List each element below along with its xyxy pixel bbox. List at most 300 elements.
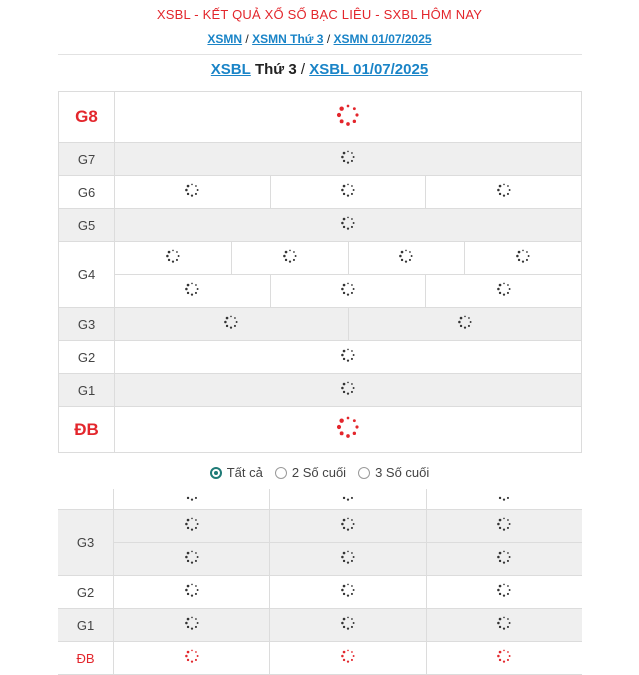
spinner-dot [499,192,501,194]
spinner-dot [343,382,346,385]
page-title: XSBL - KẾT QUẢ XỔ SỐ BẠC LIÊU - SXBL HÔM NAY [156,7,483,22]
filter-option-last3[interactable] [358,465,429,480]
spinner-dot [347,627,349,629]
spinner-dot [195,526,197,528]
spinner-dot [186,526,188,528]
prize-value-cell [426,576,582,608]
prize-row-g8 [59,92,581,142]
spinner-dot [340,431,344,435]
prize-value-cell [114,543,269,575]
breadcrumb-separator: / [326,32,331,46]
prize-value-cell [114,642,269,674]
prize-value-cell [426,543,582,575]
loading-spinner-icon [457,314,473,335]
spinner-dot [347,583,349,585]
spinner-dot [186,592,188,594]
prize-value-cell [115,407,581,452]
spinner-dot [343,151,346,154]
result-link-xsbl[interactable]: XSBL [210,61,251,78]
spinner-dot [351,218,353,220]
prize-value-cell [114,489,269,509]
filter-option-all[interactable] [210,465,263,480]
spinner-dot [197,288,199,290]
prize-label: G3 [58,510,114,575]
prize-label: G8 [59,92,115,142]
number-filter [0,465,639,480]
spinner-dot [347,649,349,651]
spinner-dot [353,107,356,110]
prize-value-cell [426,510,582,542]
spinner-dot [343,225,345,227]
spinner-dot [401,250,404,253]
spinner-dot [507,284,509,286]
spinner-dot [347,216,349,218]
prize-value-cell [348,308,582,340]
spinner-dot [195,618,197,620]
spinner-dot [508,288,510,290]
spinner-dot [353,387,355,389]
filter-option-last2[interactable] [275,465,346,480]
prize-value-cell [269,489,425,509]
spinner-dot [497,188,500,191]
spinner-dot [353,622,355,624]
spinner-dot [499,526,501,528]
spinner-dot [507,552,509,554]
result-day: Thứ 3 [254,61,297,78]
spinner-dot [351,383,353,385]
spinner-dot [507,559,509,561]
spinner-dot [347,660,349,662]
spinner-dot [172,260,174,262]
spinner-dot [353,523,355,525]
spinner-dot [522,249,524,251]
spinner-dot [503,660,505,662]
spinner-dot [197,189,199,191]
spinner-svg [496,182,512,198]
spinner-dot [195,625,197,627]
prize-value-cell [464,242,581,274]
spinner-dot [509,655,511,657]
prize-value-cell [269,609,425,641]
spinner-dot [347,183,349,185]
spinner-dot [503,498,505,500]
prize-value-cell [269,576,425,608]
spinner-dot [507,618,509,620]
prize-row-g6 [59,175,581,208]
spinner-dot [499,518,502,521]
prize-label: ĐB [58,642,114,674]
spinner-dot [459,316,462,319]
prize-value-cell [115,242,231,274]
spinner-dot [226,316,229,319]
spinner-dot [168,250,171,253]
prize-value-cell [115,143,581,175]
result-separator: / [300,61,306,78]
spinner-svg [184,549,200,565]
spinner-dot [353,655,355,657]
spinner-dot [284,250,287,253]
prize-value-cell [115,176,270,208]
spinner-dot [351,390,353,392]
spinner-dot [507,658,509,660]
spinner-svg [184,582,200,598]
loading-spinner-icon [184,549,200,570]
spinner-dot [499,650,502,653]
prize-row-g3 [59,307,581,340]
spinner-dot [293,258,295,260]
loading-spinner-icon [184,489,200,507]
spinner-dot [507,625,509,627]
spinner-dot [191,594,193,596]
divider [58,54,582,55]
loading-spinner-icon [340,215,356,236]
spinner-svg [184,496,200,502]
results-table [58,91,582,453]
prize-label: ĐB [59,407,115,452]
prize-value-cell [348,242,465,274]
spinner-svg [165,248,181,264]
spinner-dot [504,616,506,618]
spinner-dot [468,317,470,319]
spinner-dot [406,249,408,251]
spinner-dot [508,189,510,191]
spinner-dot [347,381,349,383]
spinner-dot [185,555,188,558]
loading-spinner-icon [340,281,356,302]
spinner-dot [343,217,346,220]
loading-spinner-icon [340,182,356,203]
prize-label: G7 [59,143,115,175]
spinner-dot [351,284,353,286]
prize-label: G2 [58,576,114,608]
spinner-dot [178,255,180,257]
spinner-dot [294,255,296,257]
spinner-svg [340,380,356,396]
spinner-dot [464,315,466,317]
spinner-dot [353,156,355,158]
spinner-dot [186,551,189,554]
spinner-dot [341,522,344,525]
lower-row-partial [58,489,582,509]
spinner-dot [343,658,345,660]
loading-spinner-icon [340,582,356,603]
spinner-dot [187,283,190,286]
spinner-dot [185,188,188,191]
spinner-dot [353,119,356,122]
loading-spinner-icon [165,248,181,269]
result-link-date[interactable]: XSBL 01/07/2025 [309,61,429,78]
spinner-svg [335,102,361,128]
loading-spinner-icon [335,102,361,133]
spinner-dot [507,185,509,187]
prize-label: G6 [59,176,115,208]
spinner-dot [196,556,198,558]
spinner-svg [340,281,356,297]
prize-value-cell [114,609,269,641]
breadcrumb-link-xsmn-date[interactable]: XSMN 01/07/2025 [333,32,432,46]
spinner-dot [176,251,178,253]
spinner-dot [347,498,349,500]
spinner-dot [351,225,353,227]
spinner-dot [518,258,520,260]
spinner-dot [499,658,501,660]
spinner-dot [195,185,197,187]
spinner-dot [195,552,197,554]
loading-spinner-icon [340,648,356,669]
spinner-dot [516,254,519,257]
spinner-dot [195,585,197,587]
loading-spinner-icon [496,615,512,636]
spinner-dot [191,616,193,618]
spinner-dot [522,260,524,262]
radio-icon[interactable] [358,467,370,479]
spinner-dot [343,650,346,653]
spinner-dot [234,317,236,319]
spinner-svg [335,414,361,440]
spinner-dot [503,293,505,295]
spinner-dot [526,251,528,253]
spinner-dot [409,251,411,253]
spinner-dot [509,523,511,525]
spinner-dot [343,497,345,499]
prize-value-cell [269,543,425,575]
spinner-svg [496,582,512,598]
spinner-dot [405,260,407,262]
spinner-dot [284,258,286,260]
spinner-dot [347,348,349,350]
spinner-dot [351,152,353,154]
lower-row-g2 [58,575,582,608]
prize-label: G3 [59,308,115,340]
spinner-svg [496,496,512,502]
spinner-svg [184,648,200,664]
spinner-dot [343,390,345,392]
loading-spinner-icon [340,347,356,368]
spinner-dot [503,282,505,284]
spinner-dot [195,658,197,660]
spinner-dot [503,528,505,530]
spinner-dot [343,291,345,293]
prize-value-cell [270,176,426,208]
lower-results-table [58,489,582,675]
spinner-dot [509,556,511,558]
spinner-dot [347,517,349,519]
spinner-dot [343,551,346,554]
loading-spinner-icon [340,380,356,401]
spinner-dot [497,555,500,558]
spinner-dot [195,291,197,293]
spinner-dot [192,282,194,284]
prize-row-g2 [59,340,581,373]
spinner-dot [497,522,500,525]
loading-spinner-icon [184,582,200,603]
spinner-dot [351,625,353,627]
spinner-dot [499,625,501,627]
spinner-dot [503,561,505,563]
spinner-dot [347,561,349,563]
spinner-dot [185,287,188,290]
spinner-dot [187,291,189,293]
spinner-dot [341,353,344,356]
spinner-dot [353,288,355,290]
spinner-dot [166,254,169,257]
spinner-dot [341,188,344,191]
filter-option-label: Tất cả [226,465,263,480]
breadcrumb-separator: / [245,32,249,46]
spinner-dot [343,184,346,187]
spinner-dot [191,517,193,519]
spinner-svg [340,582,356,598]
spinner-dot [341,287,344,290]
spinner-dot [195,284,197,286]
spinner-dot [351,651,353,653]
prize-row-g1 [59,373,581,406]
spinner-dot [353,354,355,356]
radio-icon[interactable] [275,467,287,479]
prize-label: G2 [59,341,115,373]
spinner-svg [184,182,200,198]
breadcrumb [0,32,639,46]
lower-row-db [58,641,582,674]
spinner-dot [347,417,350,420]
spinner-dot [355,425,358,428]
spinner-dot [353,419,356,422]
loading-spinner-icon [340,516,356,537]
spinner-dot [343,349,346,352]
spinner-dot [499,559,501,561]
spinner-dot [504,649,506,651]
breadcrumb-link-xsmn[interactable]: XSMN [207,32,243,46]
spinner-dot [507,519,509,521]
spinner-dot [507,192,509,194]
spinner-dot [499,584,502,587]
spinner-dot [185,588,188,591]
spinner-dot [195,497,197,499]
spinner-dot [507,526,509,528]
spinner-dot [347,616,349,618]
spinner-dot [289,249,291,251]
spinner-dot [347,161,349,163]
lower-row-g3 [58,509,582,575]
spinner-dot [353,556,355,558]
loading-spinner-icon [496,182,512,203]
prize-value-cell [269,642,425,674]
spinner-dot [195,519,197,521]
spinner-dot [507,592,509,594]
spinner-dot [191,561,193,563]
loading-spinner-icon [184,648,200,669]
spinner-dot [499,551,502,554]
spinner-dot [341,221,344,224]
radio-selected-icon[interactable] [210,467,222,479]
spinner-dot [507,291,509,293]
spinner-dot [191,550,193,552]
breadcrumb-link-xsmn-thu3[interactable]: XSMN Thứ 3 [252,32,324,46]
spinner-dot [343,526,345,528]
spinner-svg [340,215,356,231]
spinner-dot [503,627,505,629]
spinner-dot [343,159,345,161]
loading-spinner-icon [340,549,356,570]
spinner-dot [497,654,500,657]
spinner-dot [191,649,193,651]
spinner-dot [343,584,346,587]
filter-option-label: 3 Số cuối [375,465,430,480]
spinner-dot [230,326,232,328]
spinner-dot [340,119,344,123]
spinner-dot [347,227,349,229]
spinner-dot [186,497,188,499]
spinner-svg [282,248,298,264]
loading-spinner-icon [335,414,361,445]
spinner-svg [340,496,356,502]
spinner-dot [499,497,501,499]
spinner-dot [351,618,353,620]
spinner-dot [224,320,227,323]
spinner-dot [509,622,511,624]
spinner-dot [347,528,349,530]
spinner-dot [343,518,346,521]
spinner-dot [351,350,353,352]
spinner-dot [347,194,349,196]
prize-label: G1 [59,374,115,406]
spinner-dot [192,183,194,185]
spinner-svg [340,615,356,631]
spinner-svg [496,549,512,565]
spinner-dot [528,255,530,257]
spinner-dot [497,287,500,290]
spinner-dot [409,258,411,260]
spinner-dot [343,283,346,286]
spinner-svg [223,314,239,330]
prize-label: G4 [59,242,115,307]
spinner-dot [460,324,462,326]
spinner-dot [186,584,189,587]
spinner-dot [168,258,170,260]
spinner-dot [351,592,353,594]
spinner-dot [353,189,355,191]
spinner-dot [401,258,403,260]
spinner-dot [186,658,188,660]
spinner-dot [343,559,345,561]
spinner-dot [185,522,188,525]
prize-value-cell [269,510,425,542]
prize-value-cell [114,510,269,542]
spinner-dot [497,588,500,591]
spinner-dot [195,559,197,561]
spinner-dot [351,526,353,528]
spinner-dot [469,321,471,323]
spinner-dot [196,589,198,591]
spinner-dot [172,249,174,251]
spinner-dot [507,585,509,587]
spinner-dot [503,194,505,196]
spinner-dot [411,255,413,257]
spinner-dot [351,585,353,587]
spinner-dot [351,357,353,359]
spinner-dot [196,622,198,624]
spinner-dot [341,555,344,558]
spinner-dot [507,651,509,653]
spinner-dot [343,192,345,194]
spinner-dot [283,254,286,257]
prize-row-g5 [59,208,581,241]
prize-value-cell [115,341,581,373]
filter-option-label: 2 Số cuối [291,465,347,480]
loading-spinner-icon [496,648,512,669]
spinner-svg [340,516,356,532]
prize-label: G1 [58,609,114,641]
